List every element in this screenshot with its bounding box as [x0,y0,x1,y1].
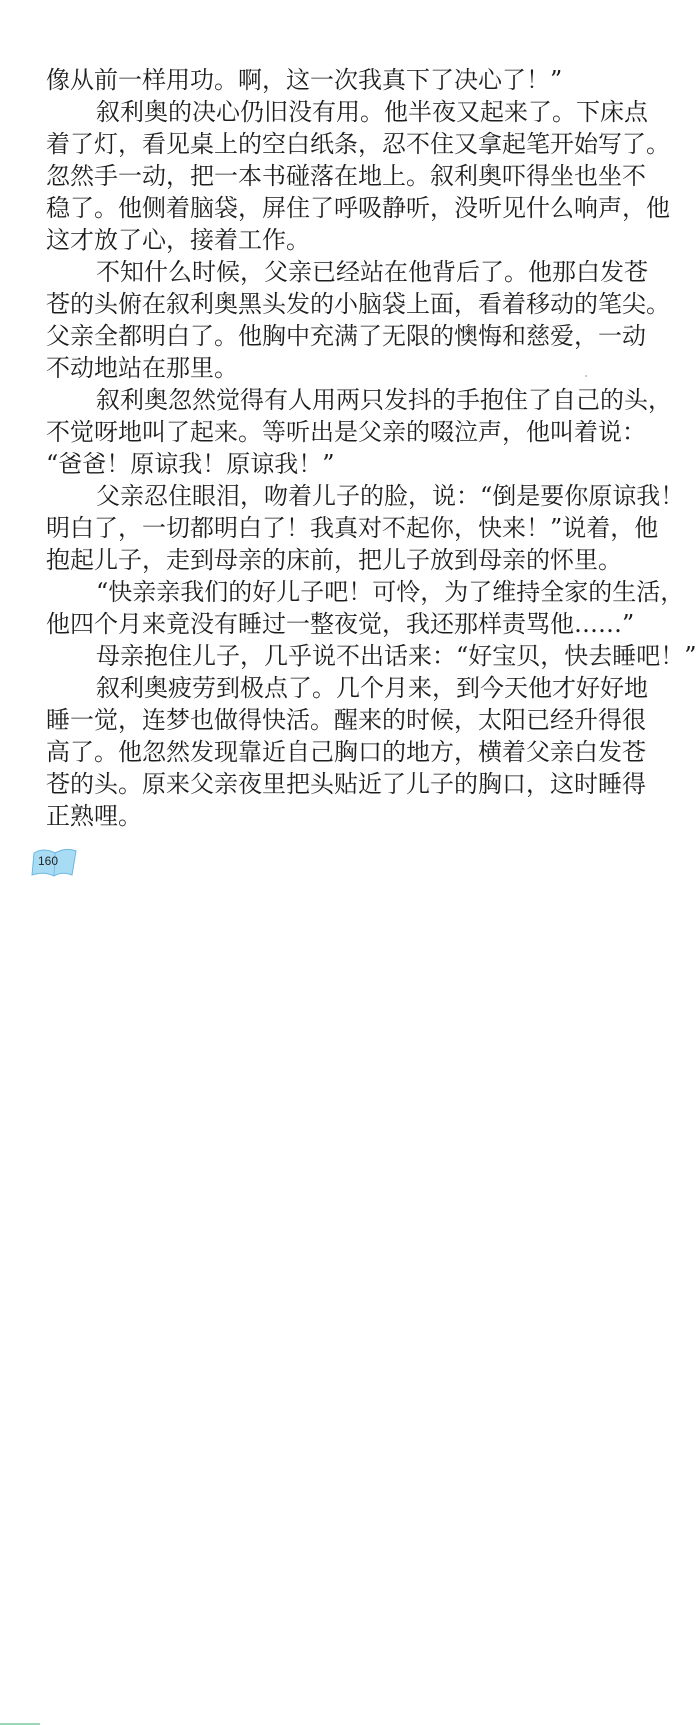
text-line: 不觉呀地叫了起来。等听出是父亲的啜泣声，他叫着说： [46,418,646,446]
text-line: 睡一觉，连梦也做得快活。醒来的时候，太阳已经升得很 [46,706,646,734]
text-line: 叙利奥疲劳到极点了。几个月来，到今天他才好好地 [96,674,648,702]
page-number: 160 [38,854,59,868]
body-text [46,64,697,832]
paragraph [46,576,685,640]
text-line: 这才放了心，接着工作。 [46,226,310,254]
scan-speck [585,375,587,377]
paragraph [46,384,672,480]
text-line: 像从前一样用功。啊，这一次我真下了决心了！” [46,66,563,94]
text-line: 父亲忍住眼泪，吻着儿子的脸，说：“倒是要你原谅我！ [96,482,685,510]
text-line: 他四个月来竟没有睡过一整夜觉，我还那样责骂他……” [46,610,635,638]
text-line: 不动地站在那里。 [46,354,238,382]
text-line: 明白了，一切都明白了！我真对不起你，快来！”说着，他 [46,514,659,542]
text-line: 抱起儿子，走到母亲的床前，把儿子放到母亲的怀里。 [46,546,622,574]
text-line: 不知什么时候，父亲已经站在他背后了。他那白发苍 [96,258,648,286]
paragraph [46,672,648,832]
text-line: 正熟哩。 [46,802,142,830]
text-line: 父亲全都明白了。他胸中充满了无限的懊悔和慈爱，一动 [46,322,646,350]
text-line: 母亲抱住儿子，几乎说不出话来：“好宝贝，快去睡吧！” [96,642,697,670]
text-line: 叙利奥的决心仍旧没有用。他半夜又起来了。下床点 [96,98,648,126]
text-line: 忽然手一动，把一本书碰落在地上。叙利奥吓得坐也坐不 [46,162,646,190]
text-line: 苍的头俯在叙利奥黑头发的小脑袋上面，看着移动的笔尖。 [46,290,670,318]
text-line: 着了灯，看见桌上的空白纸条，忍不住又拿起笔开始写了。 [46,130,670,158]
paragraph [46,256,670,384]
paragraph [46,640,697,672]
text-line: 稳了。他侧着脑袋，屏住了呼吸静听，没听见什么响声，他 [46,194,670,222]
paragraph [46,64,563,96]
paragraph [46,96,670,256]
text-line: “快亲亲我们的好儿子吧！可怜，为了维持全家的生活， [96,578,685,606]
text-line: 叙利奥忽然觉得有人用两只发抖的手抱住了自己的头， [96,386,672,414]
page-footer [0,845,120,889]
paragraph [46,480,685,576]
text-line: “爸爸！原谅我！原谅我！” [46,450,335,478]
text-line: 苍的头。原来父亲夜里把头贴近了儿子的胸口，这时睡得 [46,770,646,798]
text-line: 高了。他忽然发现靠近自己胸口的地方，横着父亲白发苍 [46,738,646,766]
